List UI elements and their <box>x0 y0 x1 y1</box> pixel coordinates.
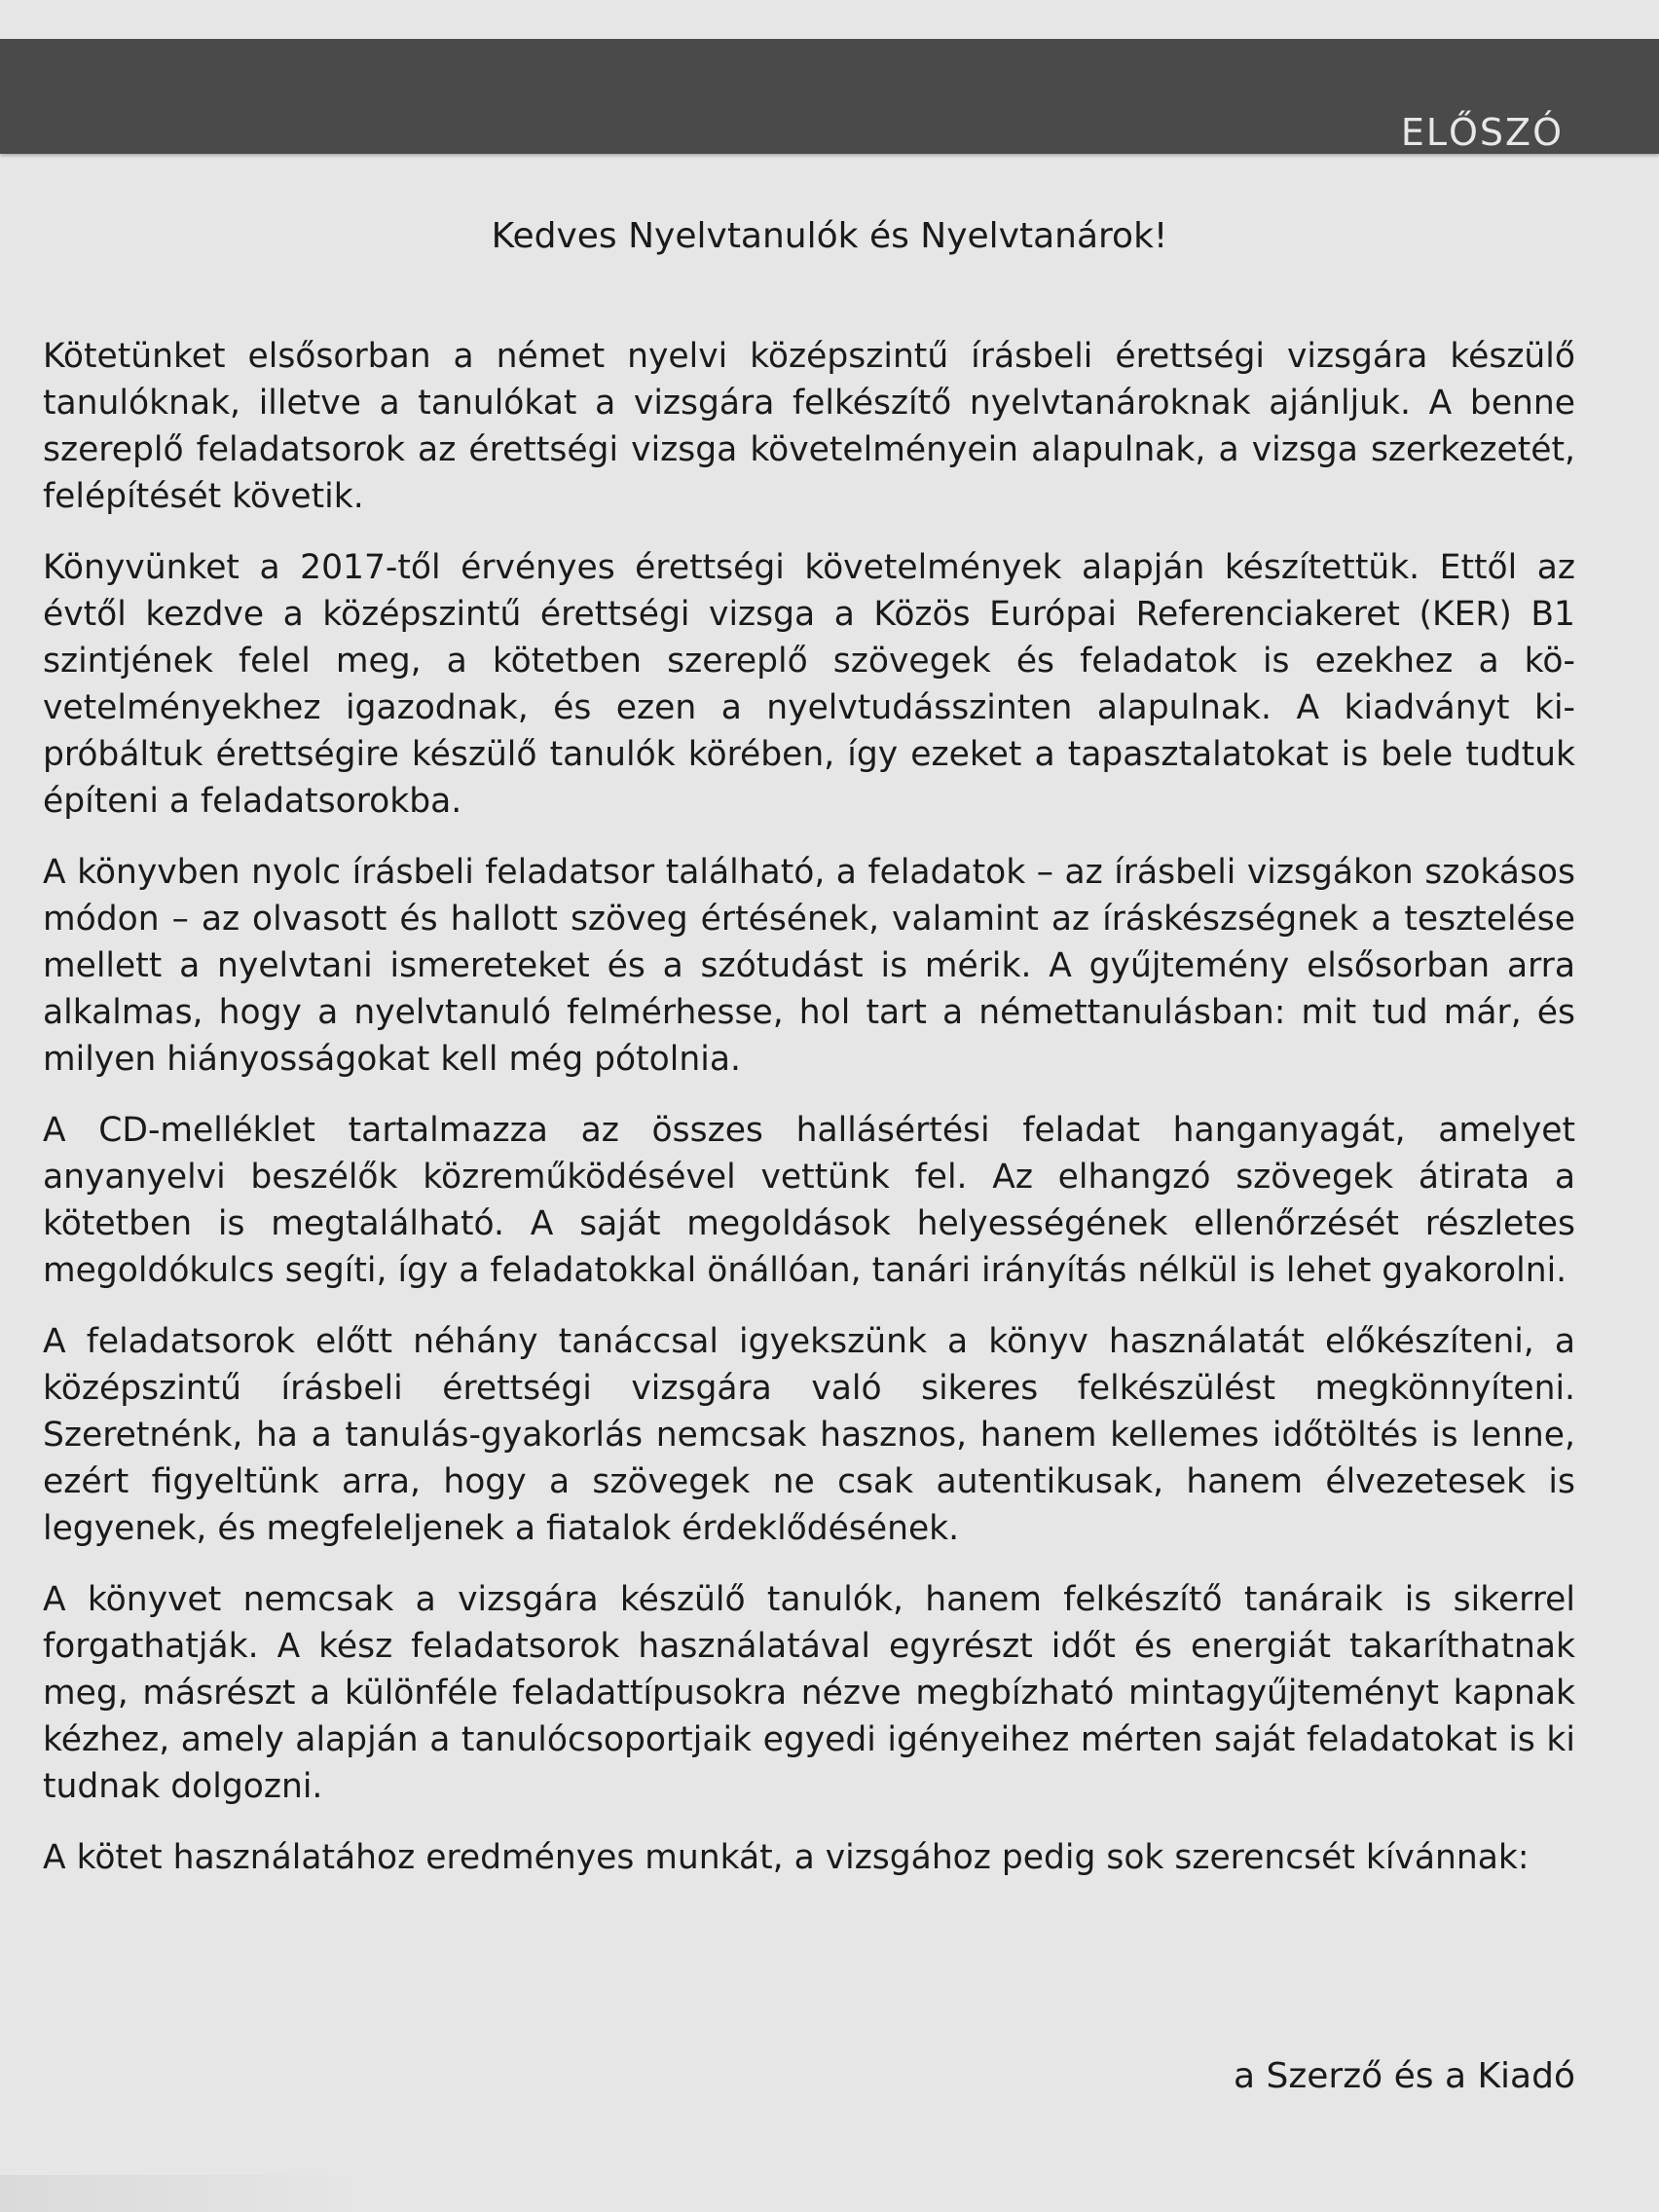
page-edge-shadow <box>0 2175 370 2212</box>
section-label: ELŐSZÓ <box>1400 111 1564 154</box>
letter-signature: a Szerző és a Kiadó <box>1234 2056 1575 2096</box>
paragraph-1: Kötetünket elsősorban a német nyelvi középszintű írásbeli érettségi vizsgára készülő tanulóknak, illetve a tanulókat a vizsgára felkészítő nyelvtanároknak ajánljuk. A benne szereplő feladatsorok az érettségi vizsga követelményein alapulnak, a vizsga szerkezetét, felépítését követik. <box>43 337 1575 516</box>
paragraph-2: Könyvünket a 2017-től érvényes érettségi követelmények alapján készítettük. Ettől az évtől kezdve a középszintű érettségi vizsga a Közös Európai Referenciakeret (KER) B1 szintjének felel meg, a kötetben szereplő szövegek és feladatok is ezekhez a követelményekhez igazodnak, és ezen a nyelvtudásszinten alapulnak. A kiadványt kipróbáltuk érettségire készülő tanulók körében, így ezeket a tapasztalatokat is bele tudtuk építeni a feladatsorokba. <box>43 548 1575 821</box>
paragraph-6: A könyvet nemcsak a vizsgára készülő tanulók, hanem felkészítő tanáraik is sikerrel forgathatják. A kész feladatsorok használatával egyrészt időt és energiát takaríthatnak meg, másrészt a különféle feladattípusokra nézve megbízható mintagyűjteményt kapnak kézhez, amely alapján a tanulócsoportjaik egyedi igényeihez mérten saját feladatokat is ki tudnak dolgozni. <box>43 1580 1575 1806</box>
letter-body <box>43 333 1575 1905</box>
letter-salutation: Kedves Nyelvtanulók és Nyelvtanárok! <box>491 216 1168 256</box>
paragraph-5: A feladatsorok előtt néhány tanáccsal igyekszünk a könyv használatát előkészíteni, a középszintű írásbeli érettségi vizsgára való sikeres felkészülést megkönnyíteni. Szeretnénk, ha a tanulás-gyakorlás nemcsak hasznos, hanem kellemes időtöltés is lenne, ezért figyeltünk arra, hogy a szövegek ne csak autentikusak, hanem élvezetesek is legyenek, és megfeleljenek a fiatalok érdeklődésének. <box>43 1322 1575 1548</box>
header-band <box>0 39 1659 154</box>
paragraph-4: A CD-melléklet tartalmazza az összes hallásértési feladat hanganyagát, amelyet anyanyelvi beszélők közreműködésével vettünk fel. Az elhangzó szövegek átirata a kötetben is megtalálható. A saját megoldások helyességének ellenőrzését részletes megoldókulcs segíti, így a feladatokkal önállóan, tanári irányítás nélkül is lehet gyakorolni. <box>43 1111 1575 1290</box>
paragraph-7: A kötet használatához eredményes munkát, a vizsgához pedig sok szerencsét kívánnak: <box>43 1838 1530 1877</box>
paragraph-3: A könyvben nyolc írásbeli feladatsor található, a feladatok – az írásbeli vizsgákon szokásos módon – az olvasott és hallott szöveg értésének, valamint az íráskészségnek a tesztelése mellett a nyelvtani ismereteket és a szótudást is mérik. A gyűjtemény elsősorban arra alkalmas, hogy a nyelvtanuló felmérhesse, hol tart a némettanulásban: mit tud már, és milyen hiányosságokat kell még pótolnia. <box>43 853 1575 1079</box>
